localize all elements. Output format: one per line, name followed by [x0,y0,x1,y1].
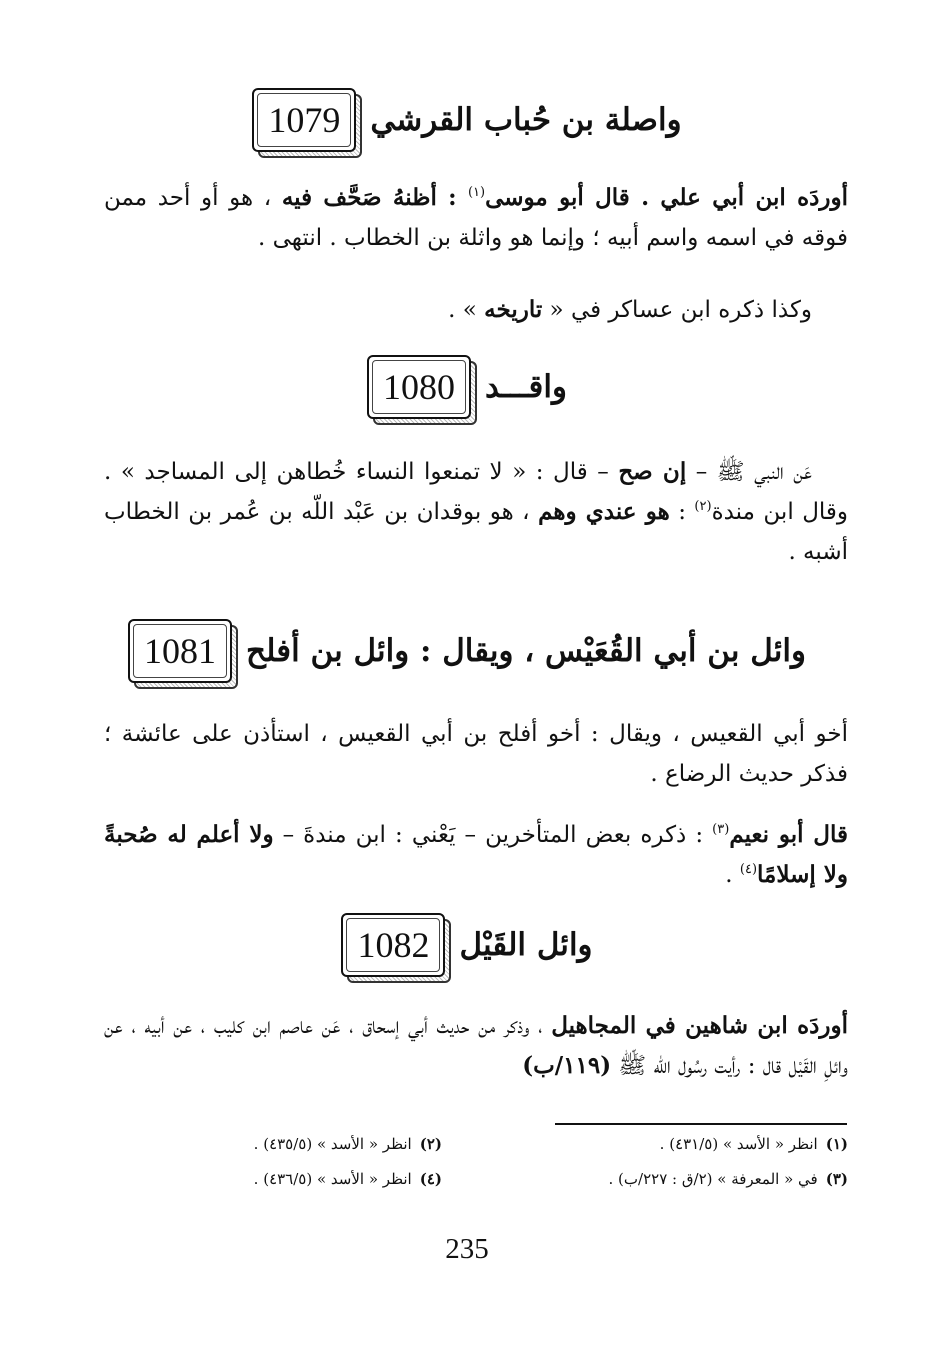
footnote-key: (٤) [419,1170,442,1188]
body-text: » . [448,297,485,323]
entry-title: وائل القَيْل [459,927,593,963]
bold-text: ولا أعلم له صُحبةً ولا إسلامًا [104,821,848,888]
body-text: : ذكره بعض المتأخرين – يَعْني : ابن مندةَ – [273,822,713,848]
footnote [254,1134,442,1154]
footnote-ref: (٤) [739,862,758,877]
entry-heading-1080 [0,355,934,419]
paragraph [104,290,848,330]
entry-title: وائل بن أبي القُعَيْس ، ويقال : وائل بن أفلح [245,633,806,669]
body-text: ، وذكر من حديث أبي إسحاق ، عَن عاصم ابن كليب ، عن أبيه ، عن وائلِ القَيْل قال : رأيت رسُول اللّه ﷺ [104,1013,848,1079]
footnote-text: انظر « الأسد » (٤٣١/٥) . [659,1135,818,1153]
paragraph [104,178,848,258]
entry-number: 1079 [268,100,341,140]
body-text: عَن النبي ﷺ – [686,459,813,485]
bold-text: أوردَه ابن شاهين في المجاهيل [551,1012,848,1039]
footnote [609,1169,848,1189]
bold-text: أوردَه ابن أبي علي . قال أبو موسى [485,184,848,211]
body-text: – قال : « لا تمنعوا النساء خُطاهن إلى المساجد » . وقال ابن مندة [104,459,849,525]
body-text: ، هو أو أحد ممن فوقه في اسمه واسم أبيه ؛ وإنما هو واثلة بن الخطاب . انتهى . [104,185,848,251]
footnote-text: في « المعرفة » (٢/ق : ٢٢٧/ب) . [608,1170,818,1188]
footnote-text: انظر « الأسد » (٤٣٦/٥) . [253,1170,412,1188]
footnote-key: (١) [825,1135,848,1153]
body-text: أخو أبي القعيس ، ويقال : أخو أفلح بن أبي القعيس ، استأذن على عائشة ؛ فذكر حديث الرضاع . [104,721,848,787]
bold-text: تاريخه [484,296,543,323]
paragraph [104,452,848,572]
page-number: 235 [445,1233,489,1265]
entry-heading-1079 [0,88,934,152]
bold-text: : أظنهُ صَحَّف فيه [281,184,468,211]
entry-number: 1080 [383,367,456,407]
paragraph [104,714,848,794]
footnote [660,1134,848,1154]
footnote-rule [555,1123,847,1125]
entry-number-box [252,88,356,152]
entry-number-box [341,913,445,977]
footnote-ref: (٣) [712,822,730,837]
body-text: . [725,862,740,888]
body-text: ، هو بوقدان بن عَبْد اللّه بن عُمر بن الخطاب أشبه . [104,499,848,565]
body-text: : [669,499,695,525]
entry-heading-1081 [0,619,934,683]
footnote-key: (٢) [419,1135,442,1153]
folio-reference: (١١٩/ب) [522,1052,612,1079]
entry-number: 1082 [357,925,430,965]
footnote-text: انظر « الأسد » (٤٣٥/٥) . [253,1135,412,1153]
footnote-ref: (١) [467,185,486,200]
entry-number-box [128,619,232,683]
bold-text: قال أبو نعيم [729,821,848,848]
paragraph [104,815,848,895]
entry-title: واقـــد [485,369,567,405]
footnote-key: (٣) [825,1170,848,1188]
paragraph [104,1006,848,1086]
entry-heading-1082 [0,913,934,977]
entry-number: 1081 [143,631,216,671]
entry-number-box [367,355,471,419]
footnote [254,1169,442,1189]
entry-title: واصلة بن حُباب القرشي [370,102,682,138]
footnote-ref: (٢) [694,499,712,514]
bold-text: هو عندي وهم [538,498,670,525]
body-text: وكذا ذكره ابن عساكر في « [542,297,812,323]
bold-text: إن صح [618,458,687,485]
